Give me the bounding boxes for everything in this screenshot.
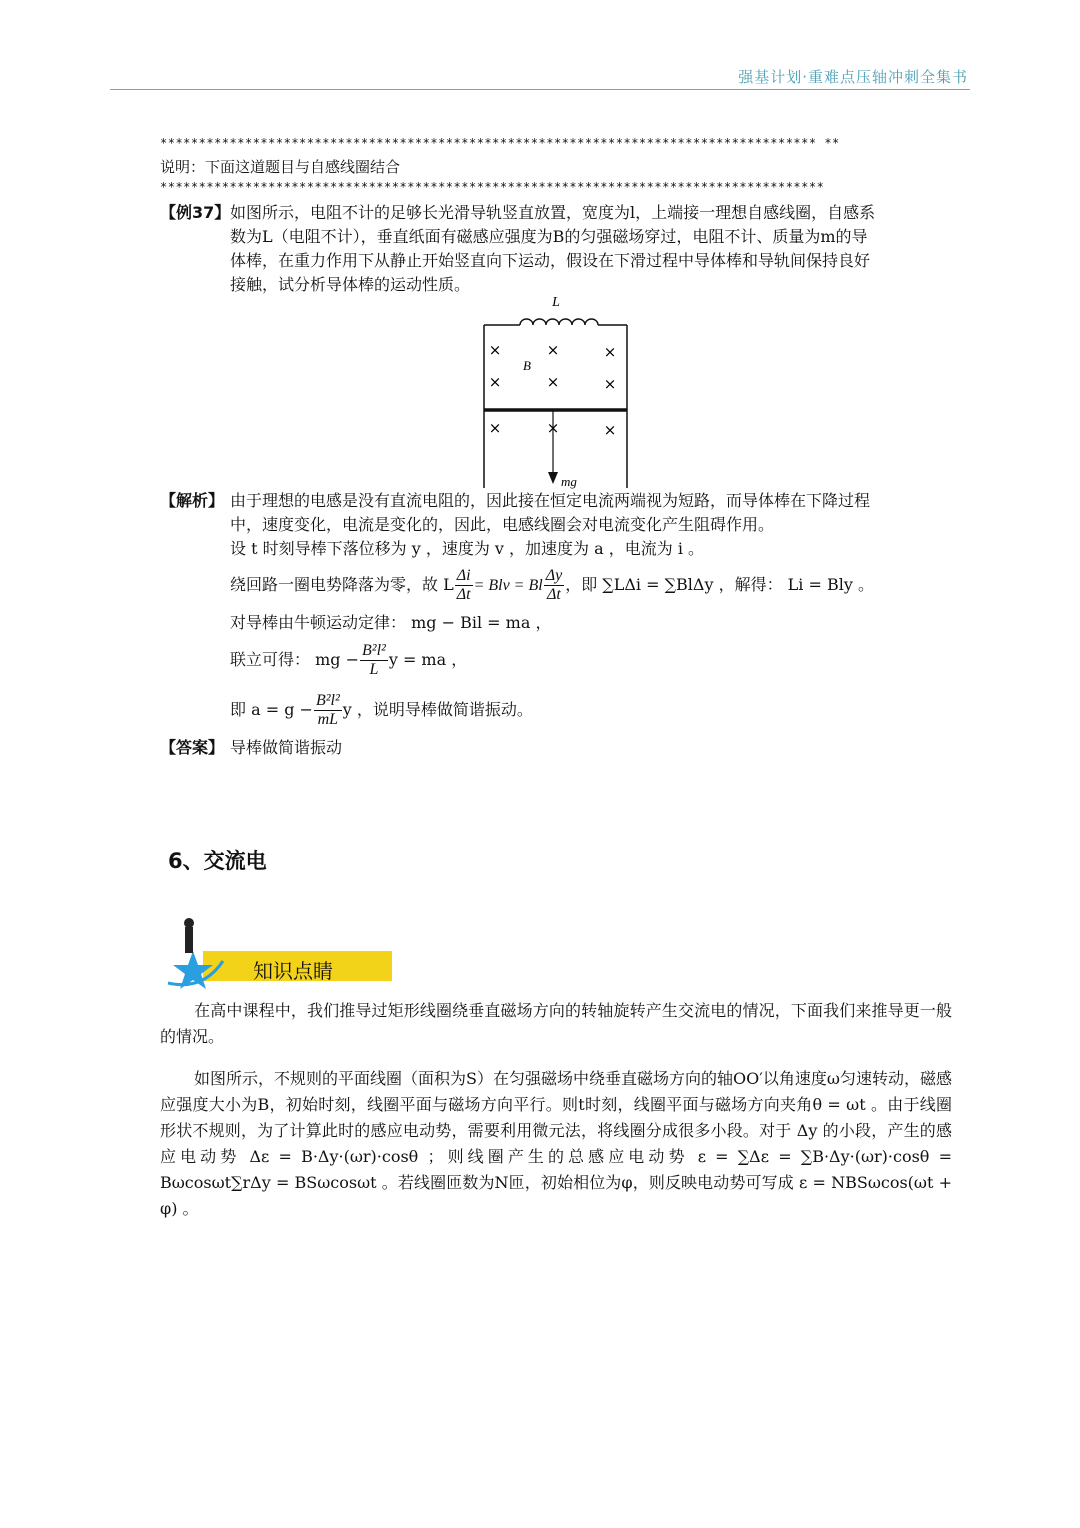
field-cross: × [546,373,560,391]
analysis-line-2: 中，速度变化，电流是变化的，因此，电感线圈会对电流变化产生阻碍作用。 [230,515,775,534]
analysis-line-6: 联立可得： mg − $\frac{\text{B²l²}}{L}$ y = ma ， [230,642,468,678]
paragraph-2: 如图所示，不规则的平面线圈（面积为S）在匀强磁场中绕垂直磁场方向的轴OO′以角速度ω匀速转动，磁感应强度大小为B，初始时刻，线圈平面与磁场方向平行。则t时刻，线圈平面与磁场方向夹角θ = ωt 。由于线圈形状不规则，为了计算此时的感应电动势，需要利用微元法，将线圈分成很多小段。对于 Δy 的小段，产生的感应电动势 Δε = B·Δy·(ωr)·cosθ ；则线圈产生的总感应电动势 ε = ∑Δε = ∑B·Δy·(ωr)·cosθ = Bωcosωt∑rΔy = BSωcosωt 。若线圈匝数为N匝，初始相位为φ，则反映电动势可写成 ε = NBSωcos(ωt + φ) 。 [160,1069,952,1218]
analysis-line-7: 即 a = g − $\frac{\text{B²l²}}{mL}$ y ，说明导棒做简谐振动。 [230,692,533,728]
note-text: 说明：下面这道题目与自感线圈结合 [160,158,401,176]
figure-icon [185,927,193,953]
field-cross: × [546,341,560,359]
answer-text: 导棒做简谐振动 [230,738,343,757]
analysis-line-3: 设 t 时刻导棒下落位移为 y ，速度为 v ，加速度为 a ，电流为 i 。 [230,539,705,558]
inductor-coil [520,319,598,325]
stars-bottom: ************************************************************************************** [160,180,825,194]
analysis-tag: 【解析】 [160,491,225,510]
answer-tag: 【答案】 [160,738,225,757]
banner-label: 知识点睛 [253,959,333,983]
field-cross: × [546,419,560,437]
analysis-line-1: 由于理想的电感是没有直流电阻的，因此接在恒定电流两端视为短路，而导体棒在下降过程 [230,491,871,510]
circuit-figure [470,290,640,490]
header-rule [110,89,970,90]
field-label: B [523,358,531,373]
field-cross: × [488,341,502,359]
field-cross: × [603,421,617,439]
field-cross: × [603,375,617,393]
coil-label: L [552,295,560,310]
header-title: 强基计划·重难点压轴冲刺全集书 [738,68,968,86]
field-cross: × [603,343,617,361]
analysis-line-5: 对导棒由牛顿运动定律： mg − Bil = ma ， [230,613,552,632]
knowledge-banner [163,913,403,993]
field-cross: × [488,419,502,437]
section-title: 6、交流电 [168,849,267,873]
field-cross: × [488,373,502,391]
force-label: mg [561,474,577,489]
example-line-1: 如图所示，电阻不计的足够长光滑导轨竖直放置，宽度为l，上端接一理想自感线圈，自感系 [230,203,876,222]
example-tag: 【例37】 [160,203,231,222]
analysis-line-4: 绕回路一圈电势降落为零，故 L $\frac{\Delta i}{\Delta t}$ = Blv = Bl $\frac{\Delta y}{\Delta t}$ ，即 ∑LΔi = ∑BlΔy ，解得： Li = Bly 。 [230,567,874,603]
example-line-2: 数为L（电阻不计），垂直纸面有磁感应强度为B的匀强磁场穿过，电阻不计、质量为m的导 [230,227,868,246]
paragraph-1: 在高中课程中，我们推导过矩形线圈绕垂直磁场方向的转轴旋转产生交流电的情况，下面我们来推导更一般的情况。 [160,1001,952,1046]
example-line-3: 体棒，在重力作用下从静止开始竖直向下运动，假设在下滑过程中导体棒和导轨间保持良好 [230,251,871,270]
example-line-4: 接触，试分析导体棒的运动性质。 [230,275,471,294]
stars-top: ************************************************************************************* ** [160,136,840,150]
